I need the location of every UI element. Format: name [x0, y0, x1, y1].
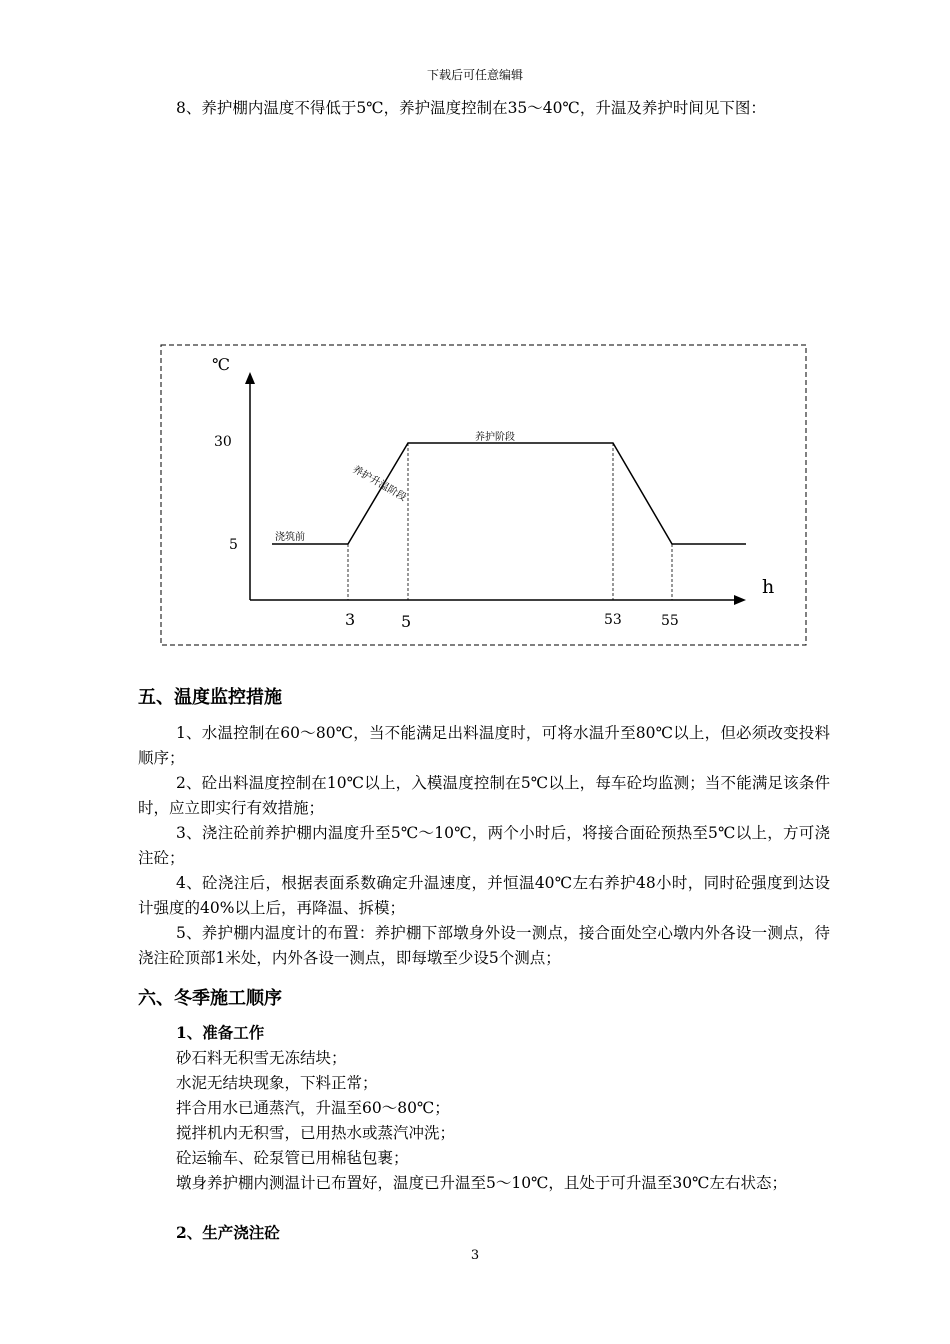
list-item: 水泥无结块现象，下料正常；	[176, 1074, 378, 1092]
y-axis-arrow	[245, 372, 255, 384]
section5-item-3: 3、浇注砼前养护棚内温度升至5℃～10℃，两个小时后，将接合面砼预热至5℃以上，方可浇注砼；	[138, 824, 830, 867]
section6-subheading-1: 1、准备工作	[176, 1023, 265, 1042]
section5-item-2: 2、砼出料温度控制在10℃以上，入模温度控制在5℃以上，每车砼均监测；当不能满足该条件时，应立即实行有效措施；	[138, 774, 830, 817]
x-axis-arrow	[734, 595, 746, 605]
x-tick-55: 55	[661, 613, 679, 629]
list-item: 砂石料无积雪无冻结块；	[176, 1049, 347, 1067]
y-tick-30: 30	[214, 434, 232, 450]
page-number: 3	[470, 1248, 480, 1263]
intro-paragraph: 8、养护棚内温度不得低于5℃，养护温度控制在35～40℃，升温及养护时间见下图：	[176, 99, 766, 117]
section6-subheading-2: 2、生产浇注砼	[176, 1223, 280, 1242]
y-tick-5: 5	[229, 537, 238, 553]
list-item: 砼运输车、砼泵管已用棉毡包裹；	[176, 1149, 409, 1167]
x-unit-label: h	[762, 576, 775, 598]
x-tick-3: 3	[345, 610, 356, 629]
section5-item-4: 4、砼浇注后，根据表面系数确定升温速度，并恒温40℃左右养护48小时，同时砼强度到达设计强度的40%以上后，再降温、拆模；	[138, 874, 830, 917]
annotation-heating-stage: 养护升温阶段	[350, 464, 408, 504]
section6-title: 六、冬季施工顺序	[138, 988, 282, 1009]
section5-item-1: 1、水温控制在60～80℃，当不能满足出料温度时，可将水温升至80℃以上，但必须改变投料顺序；	[138, 724, 830, 767]
x-tick-53: 53	[604, 612, 622, 628]
annotation-before-pouring: 浇筑前	[275, 532, 305, 543]
section5-item-5: 5、养护棚内温度计的布置：养护棚下部墩身外设一测点，接合面处空心墩内外各设一测点，待浇注砼顶部1米处，内外各设一测点，即每墩至少设5个测点；	[138, 924, 830, 967]
page-header: 下载后可任意编辑	[426, 68, 523, 82]
y-unit-label: ℃	[212, 355, 230, 374]
section5-title: 五、温度监控措施	[138, 687, 282, 708]
list-item: 搅拌机内无积雪，已用热水或蒸汽冲洗；	[176, 1124, 456, 1142]
annotation-curing-stage: 养护阶段	[475, 432, 515, 443]
list-item-last: 墩身养护棚内测温计已布置好，温度已升温至5～10℃，且处于可升温至30℃左右状态；	[176, 1174, 787, 1192]
x-tick-5: 5	[401, 612, 412, 631]
temperature-series-line	[272, 443, 746, 544]
list-item: 拌合用水已通蒸汽，升温至60～80℃；	[176, 1099, 450, 1117]
